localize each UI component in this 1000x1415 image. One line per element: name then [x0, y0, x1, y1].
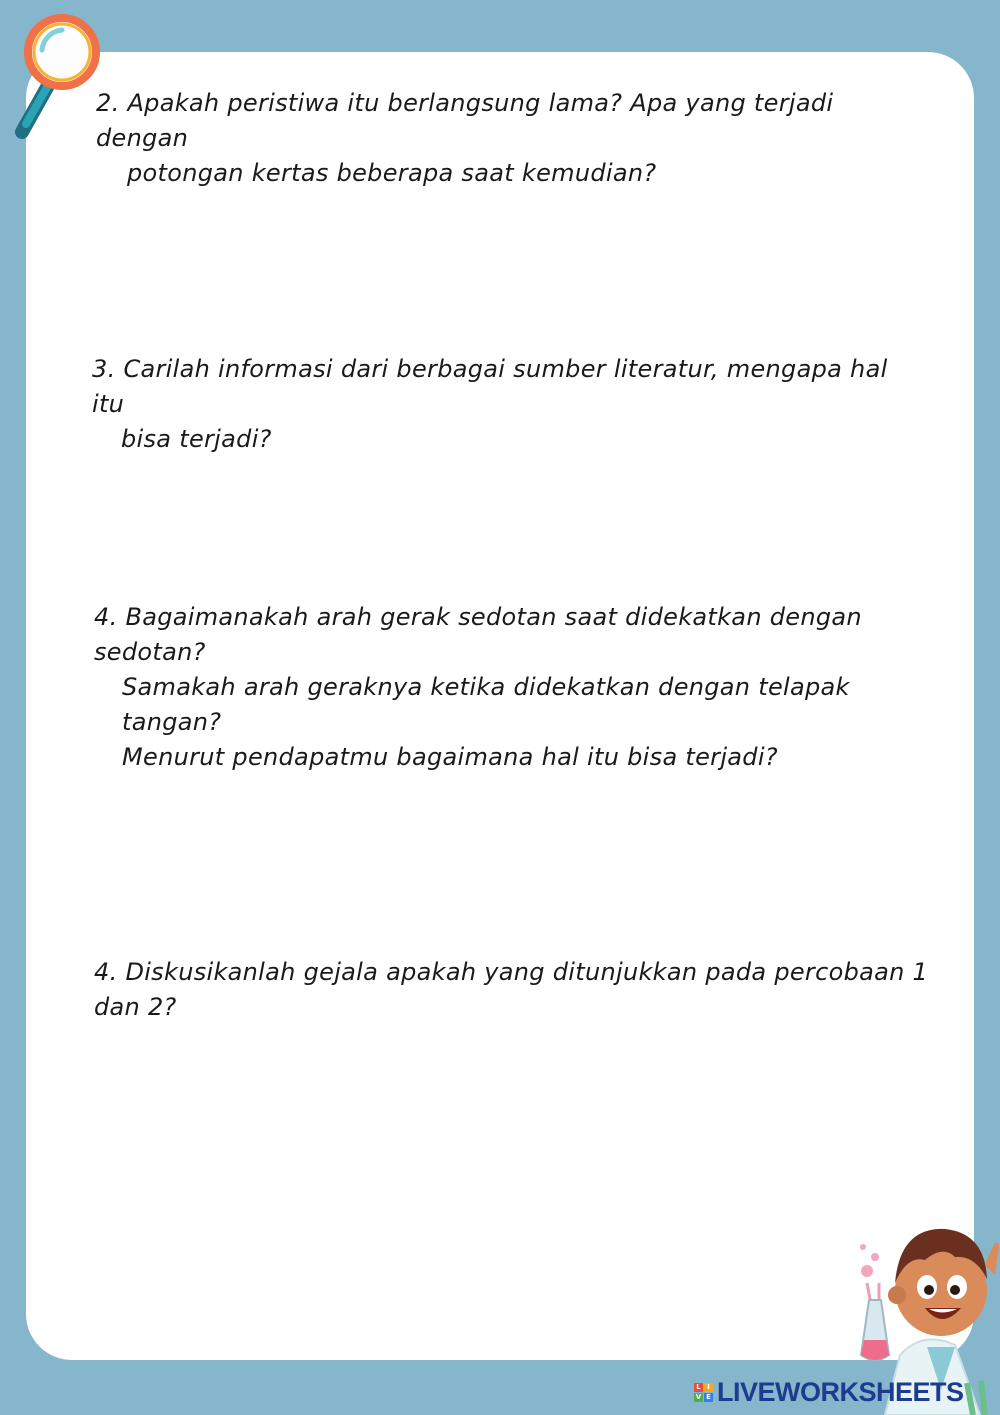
liveworksheets-brand[interactable]: [694, 1378, 964, 1406]
answer-area-3[interactable]: [90, 430, 930, 585]
logo-letter: V: [695, 1392, 702, 1401]
question-text-line: bisa terjadi?: [121, 425, 272, 453]
brand-name: LIVEWORKSHEETS: [717, 1376, 964, 1407]
question-text-line: Bagaimanakah arah gerak sedotan saat didekatkan dengan sedotan?: [94, 603, 862, 666]
logo-letter: I: [704, 1383, 713, 1392]
answer-area-4a[interactable]: [90, 715, 930, 935]
answer-area-2[interactable]: [90, 165, 930, 335]
question-number: 4.: [94, 958, 118, 986]
question-number: 3.: [92, 355, 116, 383]
question-text-line: Carilah informasi dari berbagai sumber literatur, mengapa hal itu: [92, 355, 888, 418]
question-text-line: Diskusikanlah gejala apakah yang ditunjukkan pada percobaan 1 dan 2?: [94, 958, 929, 1021]
question-number: 4.: [94, 603, 118, 631]
logo-letter: L: [694, 1383, 703, 1392]
liveworksheets-logo-icon: [694, 1383, 713, 1402]
question-text-line: Samakah arah geraknya ketika didekatkan dengan telapak tangan?: [122, 673, 850, 736]
question-text-line: Menurut pendapatmu bagaimana hal itu bisa terjadi?: [122, 743, 778, 771]
question-text-line: Apakah peristiwa itu berlangsung lama? Apa yang terjadi dengan: [96, 89, 834, 152]
answer-area-4b[interactable]: [90, 1005, 930, 1205]
logo-letter: E: [704, 1393, 713, 1402]
question-text-line: potongan kertas beberapa saat kemudian?: [127, 159, 657, 187]
question-number: 2.: [96, 89, 120, 117]
